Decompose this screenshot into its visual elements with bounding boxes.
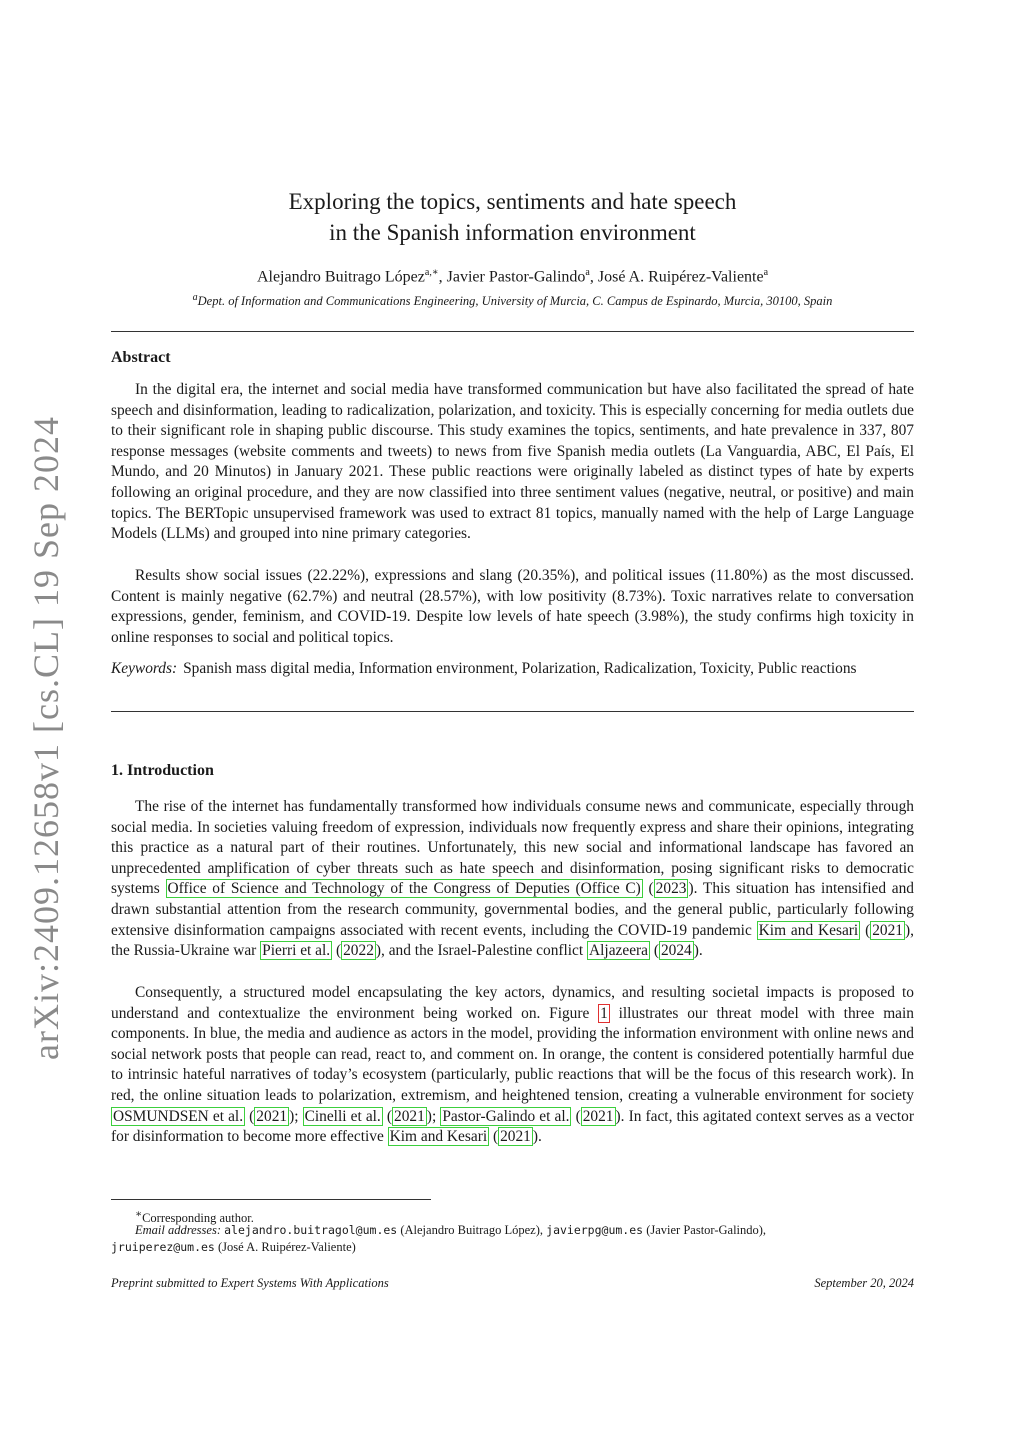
title-line-1: Exploring the topics, sentiments and hate speech — [288, 189, 737, 214]
citation-pierri[interactable]: Pierri et al. — [262, 942, 331, 960]
preprint-note: Preprint submitted to Expert Systems With Applications — [111, 1276, 389, 1290]
intro-paragraph-2: Consequently, a structured model encapsulating the key actors, dynamics, and resulting societal impacts is proposed to understand and contextualize the environment being worked on. Figure 1 illustrates our threat model with three main components. In blue, the media and audience as actors in the model, providing the information environment with online news and social network posts that people can read, react to, and comment on. In orange, the content is considered potentially harmful due to intrinsic hateful narratives of today’s ecosystem (particularly, public reactions that will be the focus of this research work). In red, the online situation leads to polarization, extremism, and heightened tension, creating a vulnerable environment for society OSMUNDSEN et al. ( 2021 ); Cinelli et al. ( 2021 ); Pastor-Galindo et al. ( 2021 ). In fact, this agitated context serves as a vector for disinformation to become more effective Kim and Kesari ( 2021 ). — [111, 984, 914, 1146]
citation-kim-kesari[interactable]: Kim and Kesari — [758, 921, 859, 939]
author-3-marker: a — [763, 267, 769, 278]
footer-date: September 20, 2024 — [814, 1276, 914, 1290]
affiliation-marker: a — [192, 292, 198, 303]
footnote-corresponding-text: Corresponding author. — [142, 1211, 254, 1226]
email-link-2[interactable]: javierpg@um.es — [546, 1223, 644, 1237]
citation-aljazeera[interactable]: Aljazeera — [589, 942, 648, 960]
keywords-label: Keywords: — [111, 660, 178, 677]
author-list — [111, 267, 914, 286]
email-owner-3: (José A. Ruipérez-Valiente) — [217, 1240, 356, 1254]
intro-p2-text: . In fact, this agitated context serves as a vector for disinformation to become more effective — [111, 1107, 914, 1146]
citation-year[interactable]: 2021 — [500, 1128, 531, 1146]
citation-year[interactable]: 2021 — [872, 921, 903, 939]
title-line-2: in the Spanish information environment — [329, 220, 696, 245]
affiliation-text: Dept. of Information and Communications Engineering, University of Murcia, C. Campus de Espinardo, Murcia, 30100, Spain — [197, 294, 833, 309]
intro-p1-text: The rise of the internet has fundamentally transformed how individuals consume news and communicate, especially through social media. In societies valuing freedom of expression, individuals now frequently express and share their opinions, integrating this practice as a natural part of their routines. Unfortunately, this new social and informational landscape has favored an unprecedented amplification of cyber threats such as hate speech and disinformation, posing significant risks to democratic systems — [111, 798, 914, 898]
citation-year[interactable]: 2021 — [256, 1107, 288, 1125]
citation-cinelli[interactable]: Cinelli et al. — [304, 1107, 381, 1125]
citation-kim-kesari[interactable]: Kim and Kesari — [389, 1128, 488, 1146]
affiliation — [111, 292, 914, 309]
footnote-marker: ∗ — [135, 1209, 143, 1220]
intro-p1-text: , the Russia-Ukraine war — [111, 921, 914, 960]
intro-p1-text: . — [698, 942, 703, 960]
citation-year[interactable]: 2024 — [660, 942, 692, 960]
section-heading-introduction: 1. Introduction — [111, 762, 214, 779]
intro-p2-text: illustrates our threat model with three main components. In blue, the media and audience as actors in the model, providing the information environment with online news and social network posts that people can read, react to, and comment on. In orange, the content is considered potentially harmful due to intrinsic hateful narratives of today’s ecosystem (particularly, public reactions that will be the focus of this research work). In red, the online situation leads to polarization, extremism, and heightened tension, creating a vulnerable environment for society — [111, 1004, 914, 1104]
author-separator: , — [589, 268, 598, 286]
arxiv-id: arXiv:2409.12658v1 [cs.CL] 19 Sep 2024 — [26, 416, 66, 1060]
keywords-text: Spanish mass digital media, Information environment, Polarization, Radicalization, Toxicity, Public reactions — [183, 660, 857, 677]
abstract-paragraph-2: Results show social issues (22.22%), expressions and slang (20.35%), and political issues (11.80%) as the most discussed. Content is mainly negative (62.7%) and neutral (28.57%), with low positivity (8.73%). Toxic narratives relate to conversation expressions, gender, feminism, and COVID-19. Despite low levels of hate speech (3.98%), the study confirms high toxicity in online responses to social and political topics. — [111, 567, 914, 646]
abstract-paragraph-1: In the digital era, the internet and social media have transformed communication but have also facilitated the spread of hate speech and disinformation, leading to radicalization, polarization, and toxicity. This is especially concerning for media outlets due to their significant role in shaping public discourse. This study examines the topics, sentiments, and hate prevalence in 337, 807 response messages (website comments and tweets) to news from five Spanish media outlets (La Vanguardia, ABC, El País, El Mundo, and 20 Minutos) in January 2021. These public reactions were originally labeled as distinct types of hate by experts following an original procedure, and they are now classified into three sentiment values (negative, neutral, or positive) and main topics. The BERTopic unsupervised framework was used to extract 81 topics, manually named with the help of Large Language Models (LLMs) and grouped into nine primary categories. — [111, 381, 914, 543]
email-owner-1: (Alejandro Buitrago López), — [400, 1223, 544, 1237]
citation-year[interactable]: 2021 — [394, 1107, 425, 1125]
abstract-heading: Abstract — [111, 349, 171, 366]
email-link-1[interactable]: alejandro.buitragol@um.es — [224, 1223, 398, 1237]
citation-pastor-galindo[interactable]: Pastor-Galindo et al. — [442, 1107, 570, 1125]
author-2-marker: a — [585, 267, 590, 278]
footnote-emails — [111, 1222, 914, 1256]
author-3: José A. Ruipérez-Valiente — [597, 268, 764, 286]
intro-p2-text: . — [538, 1128, 542, 1146]
intro-p1-text: , and the Israel-Palestine conflict — [381, 942, 588, 960]
email-label: Email addresses: — [135, 1223, 221, 1237]
email-link-3[interactable]: jruiperez@um.es — [111, 1240, 215, 1254]
citation-year[interactable]: 2022 — [343, 942, 374, 960]
citation-year[interactable]: 2023 — [655, 880, 687, 898]
email-owner-2: (Javier Pastor-Galindo), — [646, 1223, 767, 1237]
author-1-marker: a,∗ — [424, 267, 439, 278]
intro-paragraph-1: The rise of the internet has fundamentally transformed how individuals consume news and communicate, especially through social media. In societies valuing freedom of expression, individuals now frequently express and share their opinions, integrating this practice as a natural part of their routines. Unfortunately, this new social and informational landscape has favored an unprecedented amplification of cyber threats such as hate speech and disinformation, posing significant risks to democratic systems Office of Science and Technology of the Congress of Deputies (Office C) ( 2023 ). This situation has intensified and drawn substantial attention from the research community, governmental bodies, and the general public, particularly following extensive disinformation campaigns associated with recent events, including the COVID-19 pandemic Kim and Kesari ( 2021 ), the Russia-Ukraine war Pierri et al. ( 2022 ), and the Israel-Palestine conflict Aljazeera ( 2024 ). — [111, 798, 914, 960]
intro-p2-text: ; — [294, 1107, 303, 1125]
footnote-rule — [111, 1199, 431, 1200]
citation-osmundsen[interactable]: OSMUNDSEN et al. — [113, 1107, 244, 1125]
paper-title — [111, 186, 914, 248]
intro-p2-text: ; — [431, 1107, 441, 1125]
figure-1-link[interactable]: 1 — [600, 1004, 608, 1022]
citation-office-c[interactable]: Office of Science and Technology of the Congress of Deputies (Office C) — [167, 880, 641, 898]
citation-year[interactable]: 2021 — [582, 1107, 614, 1125]
keywords — [111, 659, 914, 680]
intro-p2-text: Consequently, a structured model encapsulating the key actors, dynamics, and resulting societal impacts is proposed to understand and contextualize the environment being worked on. Figure — [111, 984, 914, 1022]
author-separator: , — [438, 268, 447, 286]
author-2: Javier Pastor-Galindo — [446, 268, 586, 286]
bottom-rule — [111, 711, 914, 712]
author-1: Alejandro Buitrago López — [256, 268, 425, 286]
top-rule — [111, 331, 914, 332]
intro-p1-text: . This situation has intensified and drawn substantial attention from the research community, governmental bodies, and the general public, particularly following extensive disinformation campaigns associated with recent events, including the COVID-19 pandemic — [111, 880, 914, 939]
